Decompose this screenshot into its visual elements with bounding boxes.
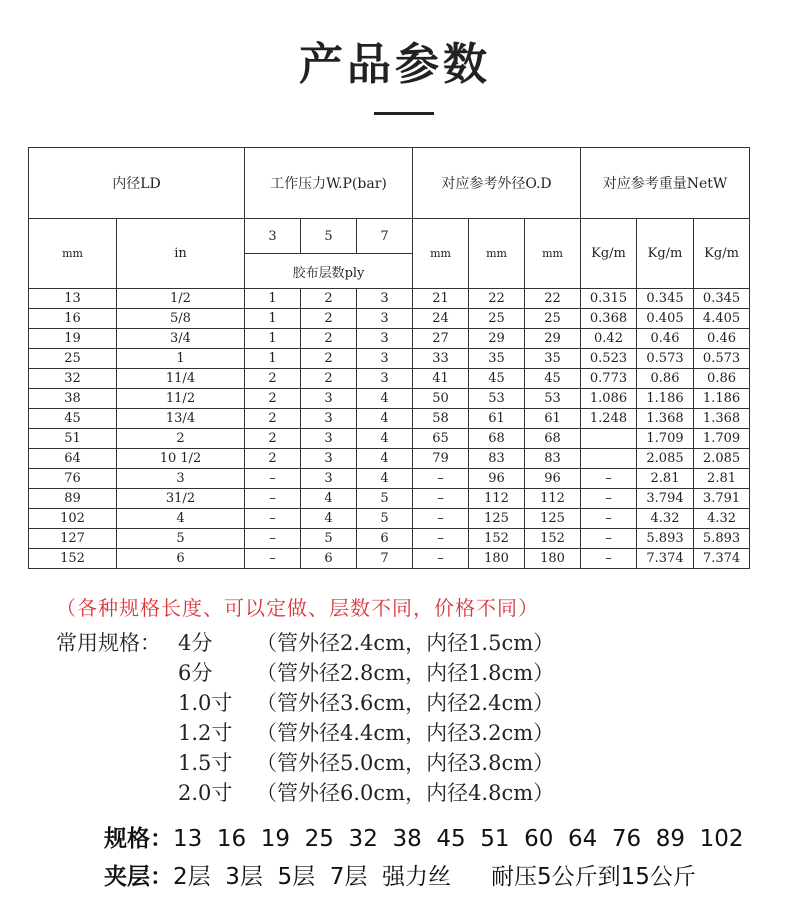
table-cell: 4 (357, 389, 413, 409)
table-cell: – (581, 549, 637, 569)
table-cell: 51 (29, 429, 117, 449)
table-cell: 2.81 (694, 469, 750, 489)
table-cell: 3 (301, 449, 357, 469)
header-pressure: 5 (301, 219, 357, 254)
header-inner-diameter: 内径LD (29, 148, 245, 219)
table-cell: 22 (469, 289, 525, 309)
table-cell: 53 (525, 389, 581, 409)
table-cell: 38 (29, 389, 117, 409)
table-cell: 96 (525, 469, 581, 489)
table-cell: 1.186 (637, 389, 694, 409)
table-cell: 4 (301, 509, 357, 529)
table-cell: 76 (29, 469, 117, 489)
table-cell: 33 (413, 349, 469, 369)
table-cell: 53 (469, 389, 525, 409)
header-pressure: 3 (245, 219, 301, 254)
page-title: 产品参数 (299, 39, 491, 90)
table-cell: – (581, 469, 637, 489)
table-cell: 45 (469, 369, 525, 389)
table-cell: 11/2 (117, 389, 245, 409)
table-cell: – (581, 509, 637, 529)
table-cell: 35 (469, 349, 525, 369)
table-row (29, 549, 750, 569)
header-row-2 (29, 219, 750, 254)
header-weight-unit: Kg/m (694, 219, 750, 289)
table-cell: 2.81 (637, 469, 694, 489)
header-in: in (117, 219, 245, 289)
table-row (29, 469, 750, 489)
table-row (29, 409, 750, 429)
table-cell: 102 (29, 509, 117, 529)
table-cell: 0.86 (694, 369, 750, 389)
table-cell: 25 (469, 309, 525, 329)
table-cell: 112 (469, 489, 525, 509)
table-cell: – (413, 529, 469, 549)
common-spec-desc: （管外径2.4cm，内径1.5cm） (256, 631, 555, 655)
table-cell: 5 (301, 529, 357, 549)
table-cell: 0.315 (581, 289, 637, 309)
common-spec-size: 4分 (178, 631, 213, 655)
table-cell: 27 (413, 329, 469, 349)
table-cell: 6 (117, 549, 245, 569)
table-cell: 152 (525, 529, 581, 549)
table-cell: 4 (357, 429, 413, 449)
table-cell: 2 (245, 409, 301, 429)
title-underline (374, 112, 434, 115)
table-cell: 29 (525, 329, 581, 349)
header-working-pressure: 工作压力W.P(bar) (245, 148, 413, 219)
table-cell: 1 (245, 289, 301, 309)
table-row (29, 309, 750, 329)
table-cell: 5.893 (637, 529, 694, 549)
common-spec-desc: （管外径6.0cm，内径4.8cm） (256, 781, 555, 805)
table-cell: 1.368 (637, 409, 694, 429)
specs-line (104, 820, 744, 853)
table-cell: 29 (469, 329, 525, 349)
table-cell: – (413, 489, 469, 509)
table-cell: 2 (245, 369, 301, 389)
table-cell: 10 1/2 (117, 449, 245, 469)
table-cell: – (413, 509, 469, 529)
table-cell: 4 (357, 449, 413, 469)
table-cell: 25 (525, 309, 581, 329)
table-cell: 0.573 (694, 349, 750, 369)
table-cell: – (413, 469, 469, 489)
table-cell: 2.085 (694, 449, 750, 469)
table-cell: 3 (357, 349, 413, 369)
table-cell: 13/4 (117, 409, 245, 429)
table-cell: 11/4 (117, 369, 245, 389)
table-row (29, 449, 750, 469)
header-weight-unit: Kg/m (581, 219, 637, 289)
table-cell: 125 (469, 509, 525, 529)
common-spec-size: 6分 (178, 661, 213, 685)
table-cell: 19 (29, 329, 117, 349)
header-mm: mm (29, 219, 117, 289)
table-cell: 31/2 (117, 489, 245, 509)
table-cell: 1.248 (581, 409, 637, 429)
table-cell: – (245, 469, 301, 489)
table-cell: 35 (525, 349, 581, 369)
header-pressure: 7 (357, 219, 413, 254)
common-spec-desc: （管外径5.0cm，内径3.8cm） (256, 751, 555, 775)
spec-table (28, 147, 750, 569)
table-cell: 152 (469, 529, 525, 549)
table-cell: 65 (413, 429, 469, 449)
table-cell: 7.374 (694, 549, 750, 569)
header-ply: 胶布层数ply (245, 254, 413, 289)
table-row (29, 529, 750, 549)
table-cell: 3.794 (637, 489, 694, 509)
table-cell: 4 (301, 489, 357, 509)
table-cell: 2 (117, 429, 245, 449)
table-cell: 125 (525, 509, 581, 529)
header-outer-diameter: 对应参考外径O.D (413, 148, 581, 219)
specs-label: 规格： (104, 826, 173, 852)
table-cell: 96 (469, 469, 525, 489)
custom-notice: （各种规格长度、可以定做、层数不同，价格不同） (56, 596, 539, 620)
table-cell: 0.405 (637, 309, 694, 329)
table-cell: 64 (29, 449, 117, 469)
table-cell: 58 (413, 409, 469, 429)
table-cell: 0.345 (694, 289, 750, 309)
table-cell: 68 (469, 429, 525, 449)
table-row (29, 489, 750, 509)
table-cell: 4 (117, 509, 245, 529)
table-cell: – (581, 489, 637, 509)
table-cell: 0.46 (694, 329, 750, 349)
table-row (29, 369, 750, 389)
table-cell: – (581, 529, 637, 549)
table-cell: 1.709 (637, 429, 694, 449)
header-row-1 (29, 148, 750, 219)
header-weight-unit: Kg/m (637, 219, 694, 289)
table-cell: 61 (525, 409, 581, 429)
table-cell: 83 (525, 449, 581, 469)
table-cell: 3 (301, 389, 357, 409)
table-row (29, 389, 750, 409)
table-cell: 1 (245, 309, 301, 329)
table-cell: 1 (117, 349, 245, 369)
header-net-weight: 对应参考重量NetW (581, 148, 750, 219)
table-cell: 41 (413, 369, 469, 389)
pressure-range: 耐压5公斤到15公斤 (491, 864, 696, 890)
table-cell: 6 (301, 549, 357, 569)
table-cell: 0.42 (581, 329, 637, 349)
table-cell: 45 (525, 369, 581, 389)
table-cell (581, 429, 637, 449)
table-cell: 0.46 (637, 329, 694, 349)
table-cell: 4.405 (694, 309, 750, 329)
table-cell: 3/4 (117, 329, 245, 349)
table-cell: 22 (525, 289, 581, 309)
header-od-unit: mm (469, 219, 525, 289)
table-cell: 7.374 (637, 549, 694, 569)
table-cell: 3 (301, 409, 357, 429)
table-cell: 0.86 (637, 369, 694, 389)
table-cell: 2 (245, 389, 301, 409)
table-row (29, 349, 750, 369)
table-cell: 61 (469, 409, 525, 429)
table-cell: 7 (357, 549, 413, 569)
common-spec-desc: （管外径4.4cm，内径3.2cm） (256, 721, 555, 745)
table-cell: 13 (29, 289, 117, 309)
table-cell: 3 (117, 469, 245, 489)
table-cell: 4.32 (637, 509, 694, 529)
header-od-unit: mm (525, 219, 581, 289)
table-cell: – (245, 529, 301, 549)
table-row (29, 329, 750, 349)
common-spec-size: 1.2寸 (178, 721, 233, 745)
table-cell: 89 (29, 489, 117, 509)
ply-line (104, 858, 696, 891)
common-spec-label: 常用规格： (56, 631, 161, 655)
table-cell: 112 (525, 489, 581, 509)
table-cell: 79 (413, 449, 469, 469)
table-cell: 45 (29, 409, 117, 429)
table-row (29, 509, 750, 529)
table-cell: 3 (357, 289, 413, 309)
table-cell: 3.791 (694, 489, 750, 509)
table-cell: 2 (245, 449, 301, 469)
common-spec-size: 2.0寸 (178, 781, 233, 805)
table-cell: 5 (117, 529, 245, 549)
table-cell: 21 (413, 289, 469, 309)
table-cell: 2.085 (637, 449, 694, 469)
table-cell: 5 (357, 509, 413, 529)
table-cell: 1 (245, 329, 301, 349)
header-od-unit: mm (413, 219, 469, 289)
common-spec-desc: （管外径2.8cm，内径1.8cm） (256, 661, 555, 685)
table-cell: 3 (357, 309, 413, 329)
common-spec-desc: （管外径3.6cm，内径2.4cm） (256, 691, 555, 715)
table-cell: – (413, 549, 469, 569)
table-cell: 32 (29, 369, 117, 389)
common-spec-size: 1.5寸 (178, 751, 233, 775)
table-cell: 2 (301, 289, 357, 309)
common-spec-size: 1.0寸 (178, 691, 233, 715)
table-cell: 5 (357, 489, 413, 509)
table-cell: – (245, 509, 301, 529)
table-cell (581, 449, 637, 469)
table-cell: 5.893 (694, 529, 750, 549)
table-cell: 180 (525, 549, 581, 569)
table-cell: – (245, 489, 301, 509)
table-cell: 3 (301, 469, 357, 489)
table-cell: 0.345 (637, 289, 694, 309)
table-cell: 1.186 (694, 389, 750, 409)
table-cell: 0.523 (581, 349, 637, 369)
table-cell: 50 (413, 389, 469, 409)
specs-values: 13 16 19 25 32 38 45 51 60 64 76 89 102 (173, 826, 744, 852)
table-cell: 3 (357, 369, 413, 389)
table-cell: 24 (413, 309, 469, 329)
table-cell: 1.086 (581, 389, 637, 409)
table-cell: 152 (29, 549, 117, 569)
table-cell: 25 (29, 349, 117, 369)
table-cell: 127 (29, 529, 117, 549)
ply-values: 2层 3层 5层 7层 强力丝 (173, 864, 452, 890)
ply-label: 夹层： (104, 864, 173, 890)
table-cell: 83 (469, 449, 525, 469)
table-cell: 3 (357, 329, 413, 349)
table-cell: 0.773 (581, 369, 637, 389)
table-cell: 68 (525, 429, 581, 449)
table-cell: 180 (469, 549, 525, 569)
table-cell: 2 (301, 309, 357, 329)
table-cell: 5/8 (117, 309, 245, 329)
table-row (29, 429, 750, 449)
table-cell: 4.32 (694, 509, 750, 529)
table-cell: 3 (301, 429, 357, 449)
table-cell: 1 (245, 349, 301, 369)
table-cell: – (245, 549, 301, 569)
table-cell: 2 (301, 329, 357, 349)
table-cell: 2 (301, 369, 357, 389)
table-cell: 6 (357, 529, 413, 549)
table-cell: 1/2 (117, 289, 245, 309)
table-cell: 1.709 (694, 429, 750, 449)
table-row (29, 289, 750, 309)
table-cell: 0.573 (637, 349, 694, 369)
table-cell: 4 (357, 469, 413, 489)
table-cell: 2 (301, 349, 357, 369)
table-cell: 1.368 (694, 409, 750, 429)
table-cell: 16 (29, 309, 117, 329)
table-cell: 4 (357, 409, 413, 429)
table-cell: 2 (245, 429, 301, 449)
table-cell: 0.368 (581, 309, 637, 329)
